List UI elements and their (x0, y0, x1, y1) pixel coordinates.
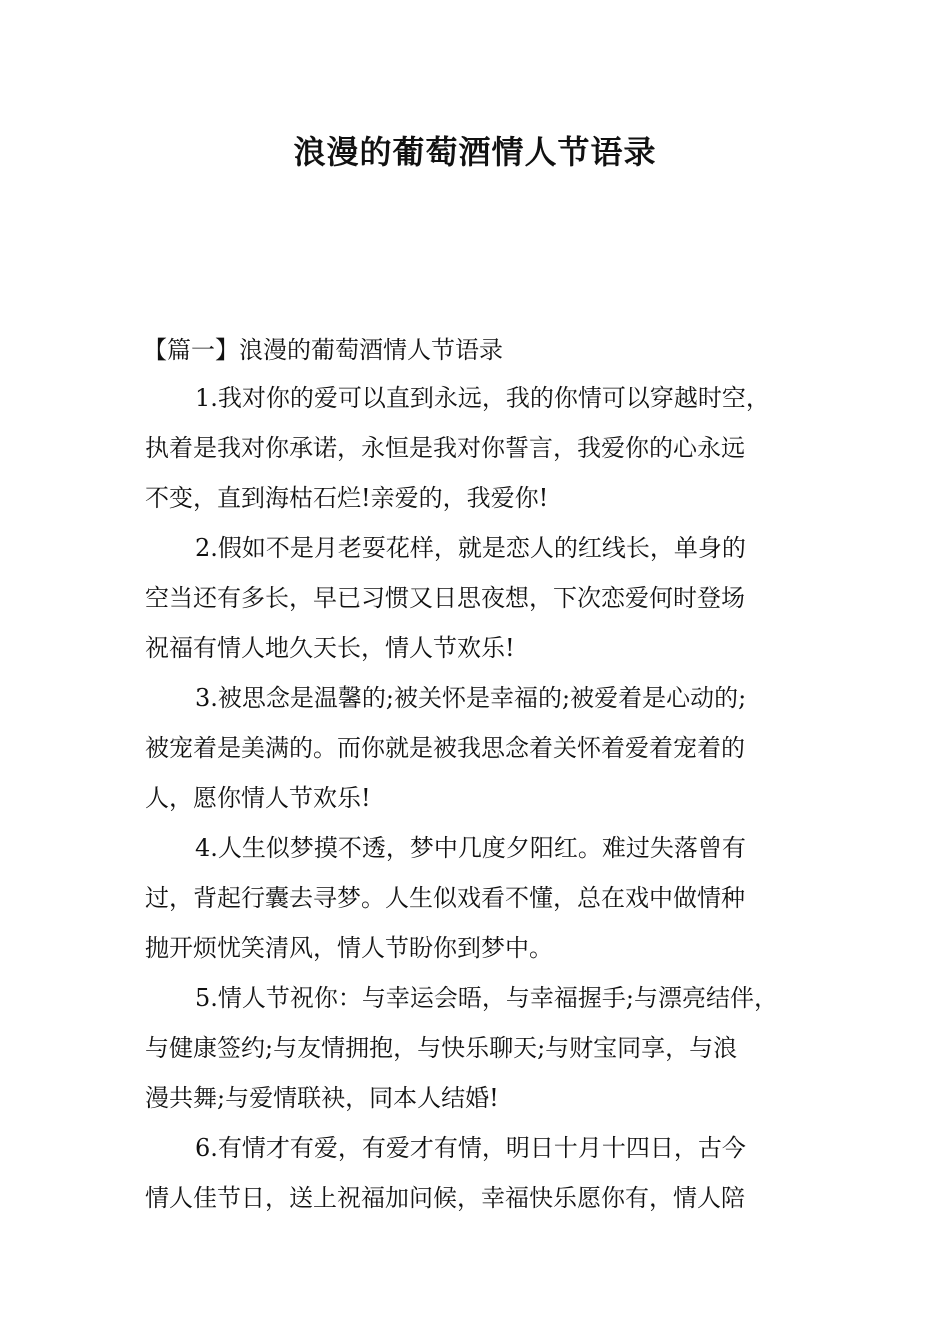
paragraph-4 (145, 828, 815, 978)
paragraph-1 (145, 378, 815, 528)
paragraph-line: 抛开烦忧笑清风，情人节盼你到梦中。 (145, 934, 553, 962)
paragraph-6 (145, 1128, 815, 1228)
paragraph-line: 空当还有多长，早已习惯又日思夜想，下次恋爱何时登场 (145, 584, 745, 612)
paragraph-line: 执着是我对你承诺，永恒是我对你誓言，我爱你的心永远 (145, 434, 745, 462)
paragraph-line: 情人佳节日，送上祝福加问候，幸福快乐愿你有，情人陪 (145, 1184, 745, 1212)
paragraph-5 (145, 978, 815, 1128)
paragraph-line: 被宠着是美满的。而你就是被我思念着关怀着爱着宠着的 (145, 734, 745, 762)
paragraph-2 (145, 528, 815, 678)
paragraph-line: 祝福有情人地久天长，情人节欢乐! (145, 634, 515, 662)
paragraph-3 (145, 678, 815, 828)
document-title: 浪漫的葡萄酒情人节语录 (293, 133, 657, 171)
section-heading: 【篇一】浪漫的葡萄酒情人节语录 (143, 336, 503, 364)
paragraph-line: 与健康签约;与友情拥抱，与快乐聊天;与财宝同享，与浪 (145, 1034, 738, 1062)
paragraph-line: 人，愿你情人节欢乐! (145, 784, 371, 812)
paragraph-line: 不变，直到海枯石烂!亲爱的，我爱你! (145, 484, 549, 512)
paragraph-line: 6.有情才有爱，有爱才有情，明日十月十四日，古今 (195, 1134, 746, 1162)
paragraph-line: 过，背起行囊去寻梦。人生似戏看不懂，总在戏中做情种 (145, 884, 745, 912)
paragraph-line: 1.我对你的爱可以直到永远，我的你情可以穿越时空， (195, 384, 770, 412)
paragraph-line: 漫共舞;与爱情联袂，同本人结婚! (145, 1084, 499, 1112)
paragraph-line: 4.人生似梦摸不透，梦中几度夕阳红。难过失落曾有 (195, 834, 746, 862)
paragraph-line: 3.被思念是温馨的;被关怀是幸福的;被爱着是心动的; (195, 684, 747, 712)
paragraph-line: 2.假如不是月老耍花样，就是恋人的红线长，单身的 (195, 534, 746, 562)
paragraph-line: 5.情人节祝你：与幸运会晤，与幸福握手;与漂亮结伴， (195, 984, 778, 1012)
